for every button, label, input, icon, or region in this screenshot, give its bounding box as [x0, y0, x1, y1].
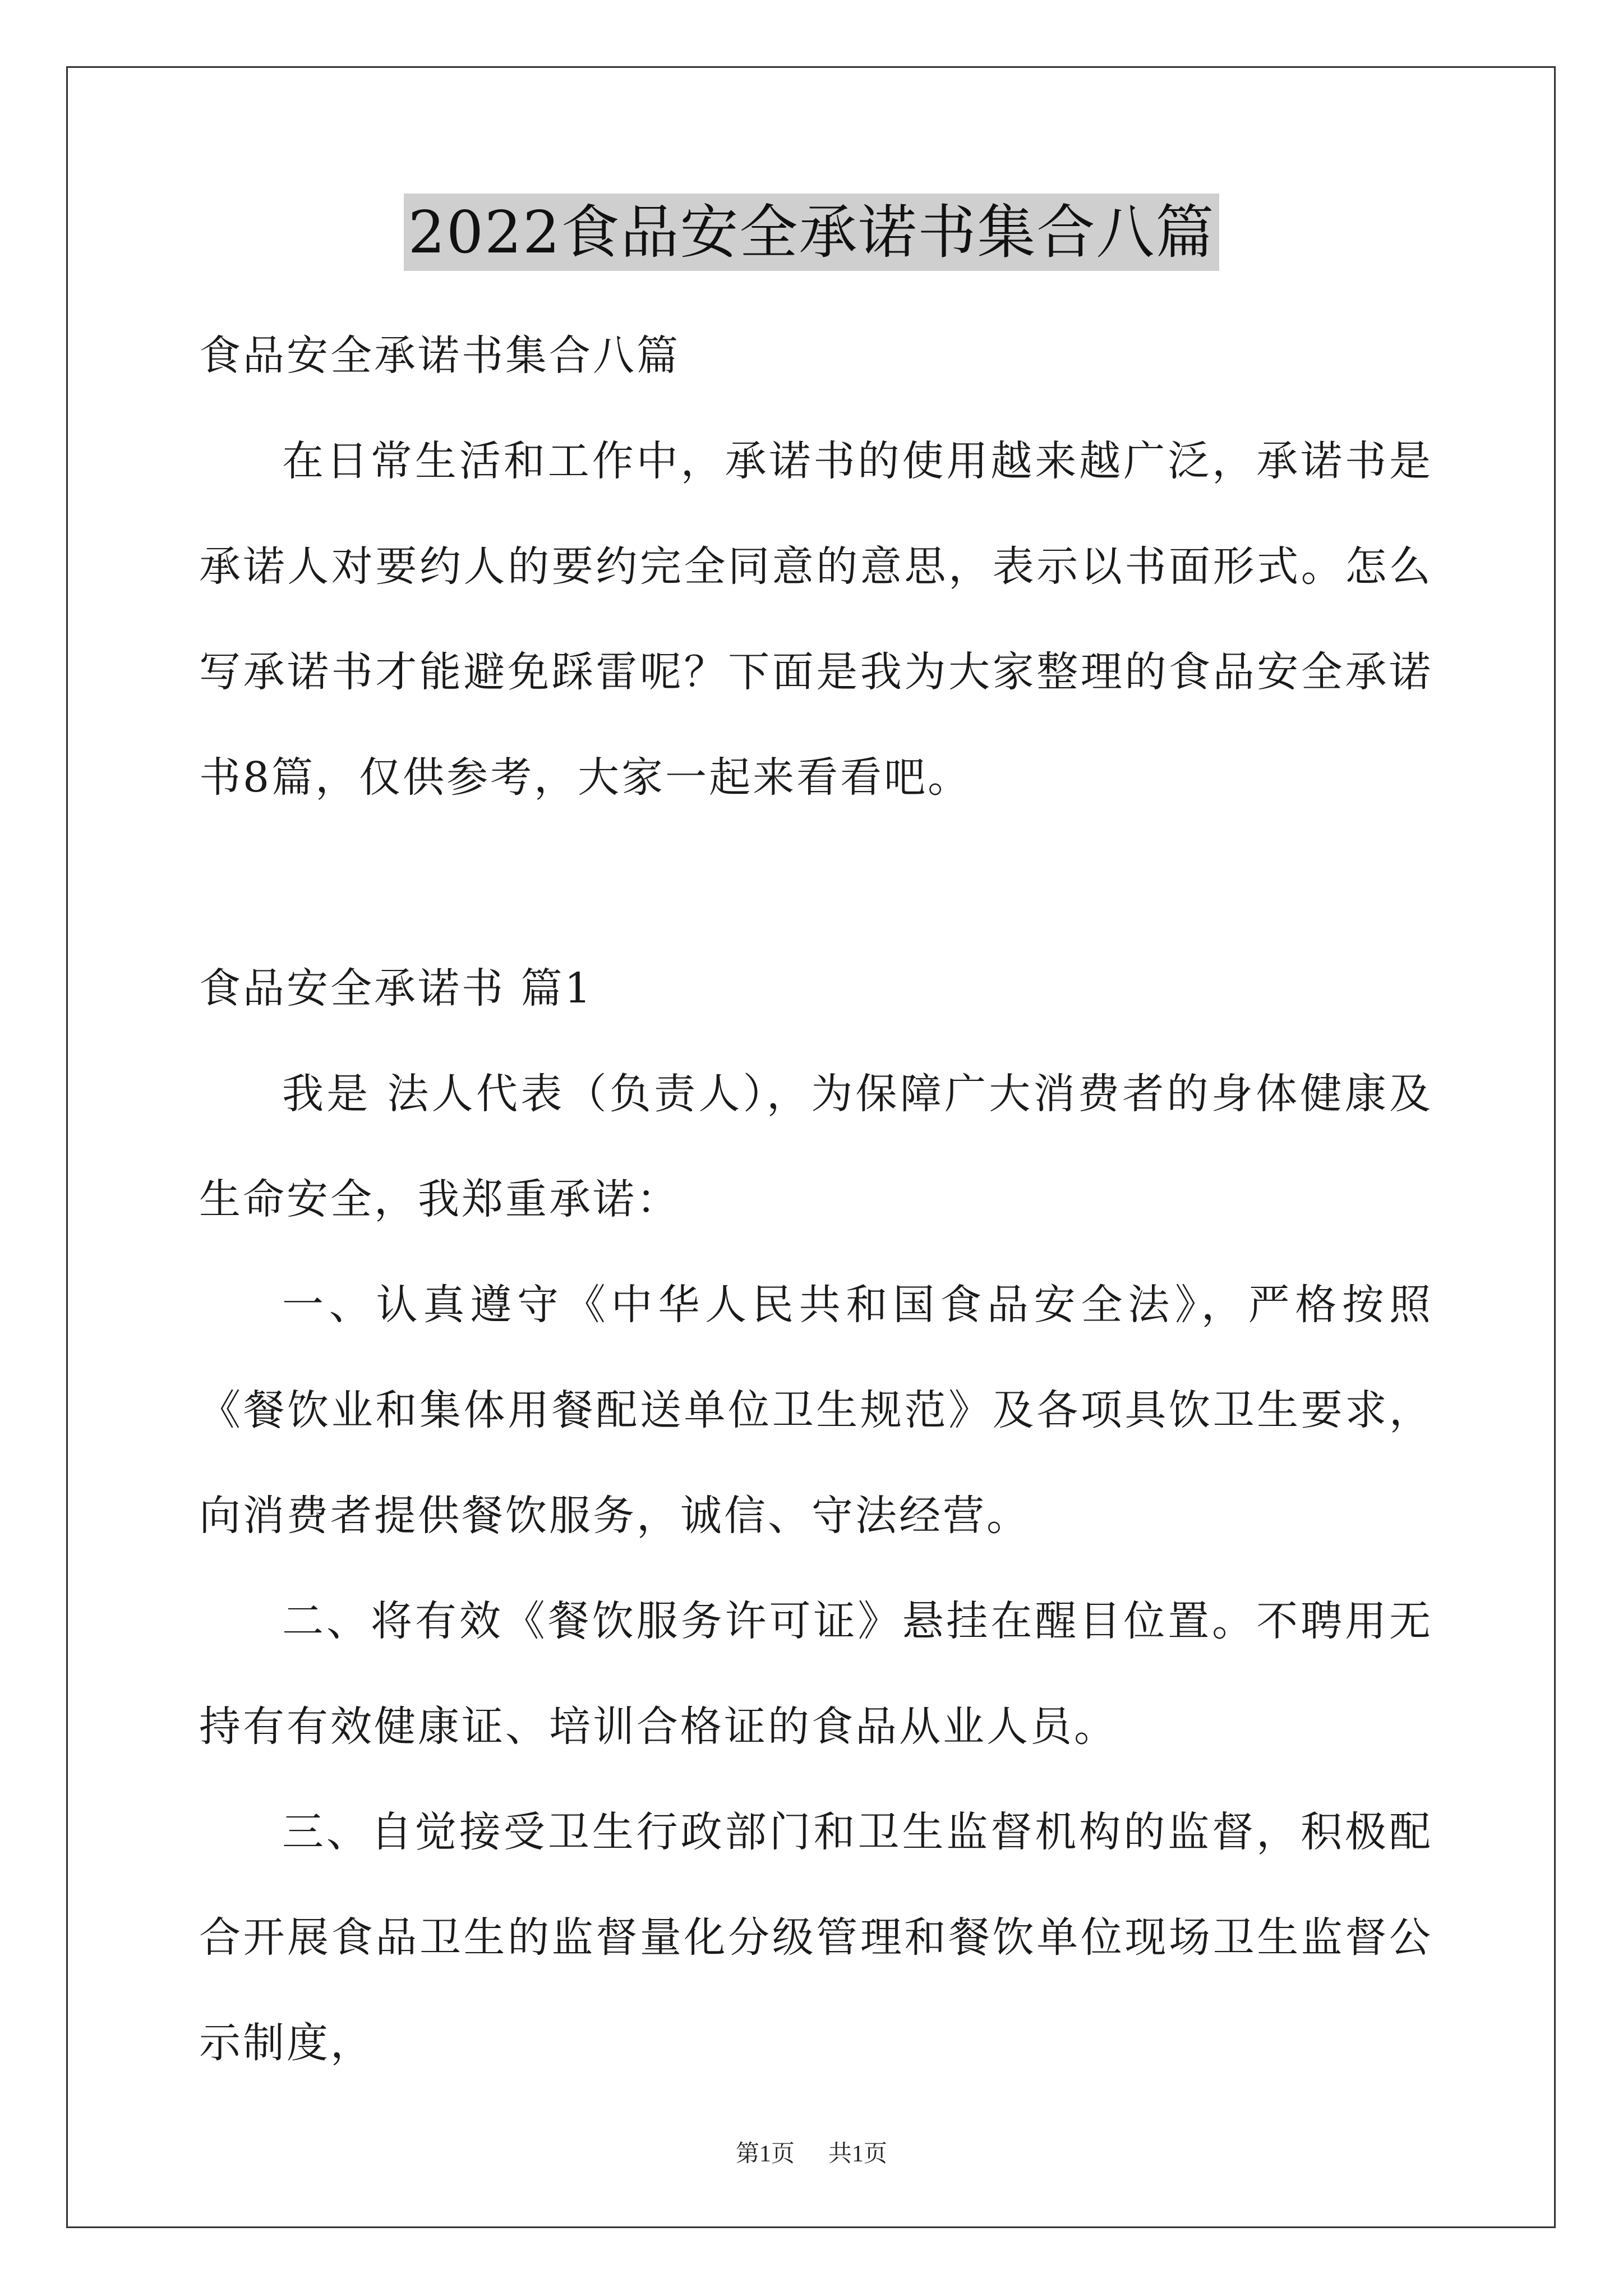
document-title: 2022食品安全承诺书集合八篇 — [404, 194, 1220, 271]
intro-paragraph: 在日常生活和工作中，承诺书的使用越来越广泛，承诺书是承诺人对要约人的要约完全同意的意思，表示以书面形式。怎么写承诺书才能避免踩雷呢？下面是我为大家整理的食品安全承诺书8篇，仅供参考，大家一起来看看吧。 — [199, 437, 1433, 802]
document-body — [199, 303, 1433, 2096]
section-paragraph: 我是 法人代表（负责人），为保障广大消费者的身体健康及生命安全，我郑重承诺： — [199, 1070, 1433, 1223]
document-subtitle: 食品安全承诺书集合八篇 — [199, 332, 680, 380]
section-paragraph: 二、将有效《餐饮服务许可证》悬挂在醒目位置。不聘用无持有有效健康证、培训合格证的食品从业人员。 — [199, 1597, 1433, 1751]
page-number-total: 共1页 — [828, 2141, 888, 2167]
page-footer — [0, 2137, 1623, 2171]
page-number-current: 第1页 — [735, 2141, 795, 2167]
section-paragraph: 三、自觉接受卫生行政部门和卫生监督机构的监督，积极配合开展食品卫生的监督量化分级管理和餐饮单位现场卫生监督公示制度， — [199, 1808, 1433, 2067]
title-container — [0, 194, 1623, 271]
section-heading: 食品安全承诺书 篇1 — [199, 964, 593, 1013]
section-paragraph: 一、认真遵守《中华人民共和国食品安全法》，严格按照《餐饮业和集体用餐配送单位卫生规范》及各项具饮卫生要求，向消费者提供餐饮服务，诚信、守法经营。 — [199, 1281, 1433, 1540]
